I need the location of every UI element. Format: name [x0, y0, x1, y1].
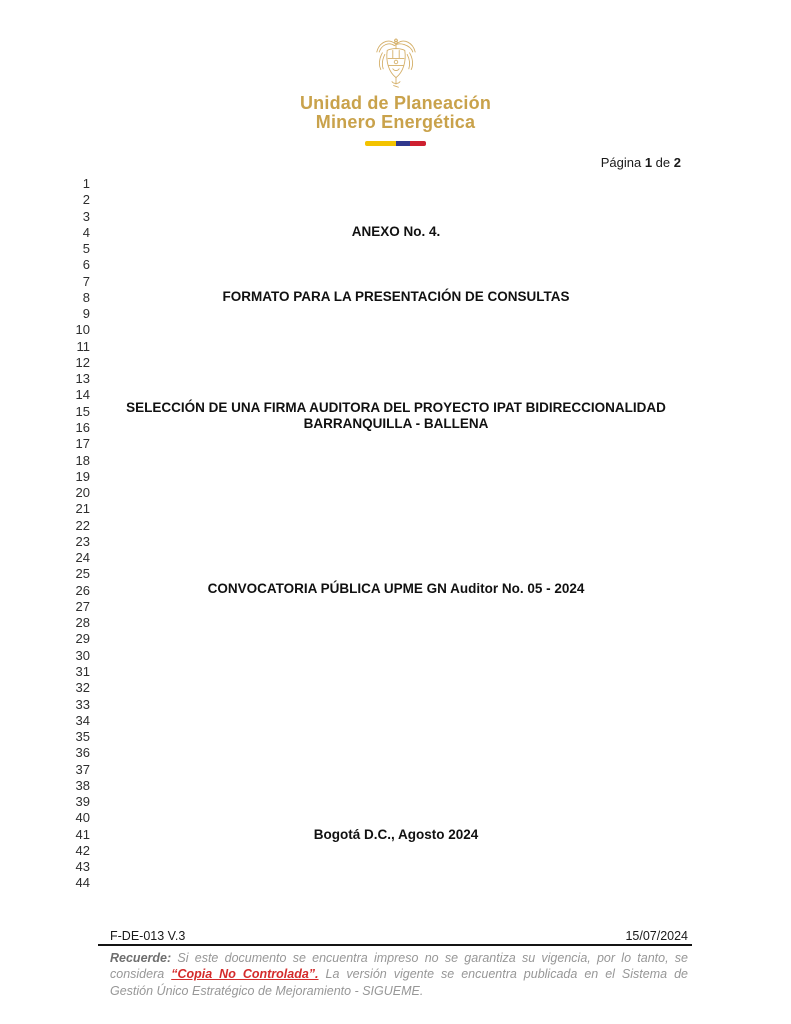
line-number: 17	[75, 436, 90, 452]
page-indicator-total: 2	[673, 155, 681, 170]
flag-yellow-segment	[365, 141, 396, 146]
line-number: 16	[75, 419, 90, 435]
line-number: 44	[75, 875, 90, 891]
line-number: 28	[75, 615, 90, 631]
line-number: 20	[75, 485, 90, 501]
line-number: 21	[75, 501, 90, 517]
line-number: 31	[75, 663, 90, 679]
line-number: 32	[75, 680, 90, 696]
footer-note-text-after: La versión vigente se encuentra publicada en el Sistema de Gestión Único Estratégico de Mejoramiento - SIGUEME.	[110, 967, 688, 998]
line-number: 3	[82, 208, 90, 224]
line-number: 22	[75, 517, 90, 533]
line-number: 41	[75, 826, 90, 842]
heading-convocatoria: CONVOCATORIA PÚBLICA UPME GN Auditor No. 05 - 2024	[207, 581, 585, 596]
footer-note-text-before: Si este documento se encuentra impreso no se garantiza su vigencia, por lo tanto, se considera	[110, 951, 688, 982]
line-number-gutter	[0, 176, 90, 892]
colombia-coat-of-arms-icon	[371, 36, 421, 92]
heading-anexo: ANEXO No. 4.	[351, 224, 441, 239]
line-number: 23	[75, 533, 90, 549]
line-number: 35	[75, 729, 90, 745]
page-number-indicator	[601, 155, 681, 170]
line-number: 43	[75, 859, 90, 875]
line-number: 37	[75, 761, 90, 777]
flag-red-segment	[410, 141, 426, 146]
org-name-line1: Unidad de Planeación	[299, 93, 492, 113]
line-number: 2	[82, 192, 90, 208]
line-number: 29	[75, 631, 90, 647]
line-number: 36	[75, 745, 90, 761]
footer-note-label: Recuerde:	[110, 951, 172, 965]
line-number: 18	[75, 452, 90, 468]
line-number: 25	[75, 566, 90, 582]
heading-seleccion-text: SELECCIÓN DE UNA FIRMA AUDITORA DEL PROYECTO IPAT BIDIRECCIONALIDAD BARRANQUILLA - BALLENA	[126, 400, 666, 432]
flag-blue-segment	[396, 141, 410, 146]
line-number: 13	[75, 371, 90, 387]
footer-controlled-copy-note	[110, 950, 688, 999]
line-number: 30	[75, 647, 90, 663]
footer-divider-line	[98, 944, 692, 946]
heading-formato: FORMATO PARA LA PRESENTACIÓN DE CONSULTAS	[222, 289, 570, 304]
page-indicator-separator: de	[655, 155, 671, 170]
line-number: 1	[82, 176, 90, 191]
line-number: 42	[75, 842, 90, 858]
line-number: 6	[82, 257, 90, 273]
line-number: 38	[75, 777, 90, 793]
line-number: 14	[75, 387, 90, 403]
line-number: 8	[82, 289, 90, 305]
line-number: 11	[76, 338, 90, 354]
upme-logo	[0, 36, 791, 146]
heading-ciudad-fecha: Bogotá D.C., Agosto 2024	[313, 827, 479, 842]
footer-form-code: F-DE-013 V.3	[110, 929, 186, 943]
footer-note-highlight: “Copia No Controlada”.	[171, 967, 319, 982]
line-number: 26	[75, 582, 90, 598]
page-indicator-current: 1	[644, 155, 653, 170]
line-number: 5	[82, 241, 90, 257]
line-number: 10	[75, 322, 90, 338]
line-number: 39	[75, 794, 90, 810]
line-number: 7	[82, 273, 90, 289]
line-number: 4	[82, 224, 90, 240]
line-number: 9	[82, 306, 90, 322]
footer-date: 15/07/2024	[625, 929, 688, 943]
line-number: 12	[75, 354, 90, 370]
line-number: 27	[75, 598, 90, 614]
heading-seleccion	[99, 400, 693, 433]
line-number: 34	[75, 712, 90, 728]
page-indicator-prefix: Página	[600, 155, 642, 170]
line-number: 15	[75, 403, 90, 419]
org-name-line2: Minero Energética	[315, 112, 476, 132]
line-number: 24	[75, 550, 90, 566]
line-number: 33	[75, 696, 90, 712]
colombia-flag-bar	[365, 141, 426, 146]
line-number: 40	[75, 810, 90, 826]
line-number: 19	[75, 468, 90, 484]
